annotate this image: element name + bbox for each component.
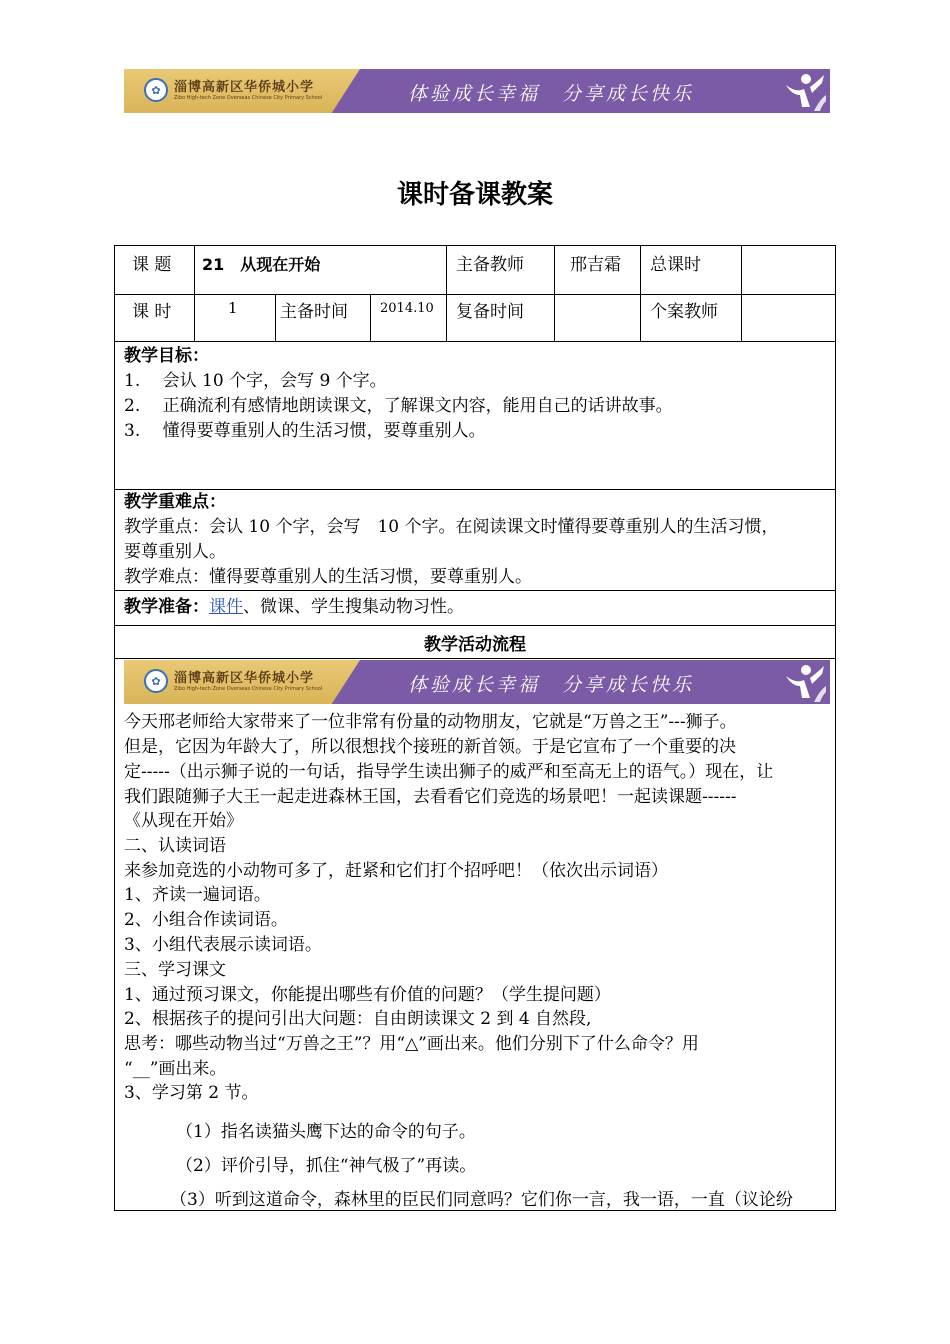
body-line: 今天邢老师给大家带来了一位非常有份量的动物朋友，它就是“万兽之王”---狮子。 bbox=[124, 712, 737, 732]
label-topic: 课 题 bbox=[132, 255, 172, 275]
key-point-line: 教学难点：懂得要尊重别人的生活习惯，要尊重别人。 bbox=[124, 567, 532, 587]
banner-slogan: 体验成长幸福 分享成长快乐 bbox=[408, 83, 695, 105]
body-line: 2、小组合作读词语。 bbox=[124, 910, 288, 930]
label-review-time: 复备时间 bbox=[456, 302, 524, 322]
body-line: 3、学习第 2 节。 bbox=[124, 1083, 259, 1103]
lead-teacher-value: 邢吉霜 bbox=[570, 255, 621, 275]
school-name-en: Zibo High-tech Zone Overseas Chinese City Primary School bbox=[174, 686, 323, 692]
school-name-en: Zibo High-tech Zone Overseas Chinese City Primary School bbox=[174, 95, 323, 101]
goal-item: 2. 正确流利有感情地朗读课文，了解课文内容，能用自己的话讲故事。 bbox=[124, 396, 673, 416]
school-logo-icon: ✿ bbox=[144, 78, 168, 102]
goal-item: 1. 会认 10 个字，会写 9 个字。 bbox=[124, 371, 387, 391]
flow-heading: 教学活动流程 bbox=[424, 635, 526, 655]
prep-heading: 教学准备： bbox=[124, 597, 209, 617]
body-line: 思考：哪些动物当过“万兽之王”？用“△”画出来。他们分别下了什么命令？用 bbox=[124, 1034, 699, 1054]
body-line: 定-----（出示狮子说的一句话，指导学生读出狮子的威严和至高无上的语气。）现在，让 bbox=[124, 762, 774, 782]
body-line: 1、通过预习课文，你能提出哪些有价值的问题？（学生提问题） bbox=[124, 985, 611, 1005]
body-line: 《从现在开始》 bbox=[124, 811, 243, 831]
indented-line: （2）评价引导，抓住“神气极了”再读。 bbox=[176, 1156, 477, 1176]
dancing-figure-icon bbox=[780, 662, 826, 702]
prep-rest: 、微课、学生搜集动物习性。 bbox=[243, 597, 464, 617]
school-name: 淄博高新区华侨城小学 bbox=[174, 671, 315, 686]
goal-item: 3. 懂得要尊重别人的生活习惯，要尊重别人。 bbox=[124, 421, 486, 441]
school-banner bbox=[124, 69, 830, 113]
school-name: 淄博高新区华侨城小学 bbox=[174, 80, 315, 95]
row-divider bbox=[115, 658, 835, 659]
label-period: 课 时 bbox=[132, 302, 172, 322]
col-divider bbox=[741, 246, 742, 341]
goals-heading: 教学目标： bbox=[124, 346, 209, 366]
banner-slogan: 体验成长幸福 分享成长快乐 bbox=[408, 674, 695, 696]
col-divider bbox=[275, 294, 276, 341]
body-line: 1、齐读一遍词语。 bbox=[124, 885, 271, 905]
school-logo-icon: ✿ bbox=[144, 669, 168, 693]
row-divider bbox=[115, 625, 835, 626]
col-divider bbox=[194, 246, 195, 341]
row-divider bbox=[115, 341, 835, 342]
dancing-figure-icon bbox=[780, 71, 826, 111]
label-total-periods: 总课时 bbox=[650, 255, 701, 275]
school-banner bbox=[124, 660, 830, 704]
col-divider bbox=[640, 246, 641, 341]
indented-line: （1）指名读猫头鹰下达的命令的句子。 bbox=[176, 1122, 476, 1142]
prep-time-value: 2014.10 bbox=[380, 301, 434, 316]
section-heading: 三、学习课文 bbox=[124, 960, 226, 980]
key-point-line: 要尊重别人。 bbox=[124, 542, 226, 562]
col-divider bbox=[446, 246, 447, 341]
body-line: 但是，它因为年龄大了，所以很想找个接班的新首领。于是它宣布了一个重要的决 bbox=[124, 737, 736, 757]
body-line: 3、小组代表展示读词语。 bbox=[124, 935, 322, 955]
topic-value: 21 从现在开始 bbox=[202, 255, 321, 274]
body-line: 我们跟随狮子大王一起走进森林王国，去看看它们竞选的场景吧！一起读课题------ bbox=[124, 787, 737, 807]
section-heading: 二、认读词语 bbox=[124, 836, 226, 856]
row-divider bbox=[115, 590, 835, 591]
body-line: 来参加竞选的小动物可多了，赶紧和它们打个招呼吧！（依次出示词语） bbox=[124, 861, 668, 881]
body-line: “__”画出来。 bbox=[124, 1059, 227, 1079]
page-title: 课时备课教案 bbox=[396, 180, 553, 210]
indented-line: （3）听到这道命令，森林里的臣民们同意吗？它们你一言，我一语，一直（议论纷 bbox=[170, 1190, 793, 1210]
period-value: 1 bbox=[228, 299, 238, 317]
key-point-line: 教学重点：会认 10 个字，会写 10 个字。在阅读课文时懂得要尊重别人的生活习惯， bbox=[124, 517, 779, 537]
row-divider bbox=[115, 294, 835, 295]
key-points-heading: 教学重难点： bbox=[124, 492, 226, 512]
courseware-link[interactable]: 课件 bbox=[209, 597, 243, 617]
col-divider bbox=[370, 294, 371, 341]
label-prep-time: 主备时间 bbox=[280, 302, 348, 322]
col-divider bbox=[554, 246, 555, 341]
prep-line bbox=[124, 595, 464, 619]
label-lead-teacher: 主备教师 bbox=[456, 255, 524, 275]
label-case-teacher: 个案教师 bbox=[650, 302, 718, 322]
body-line: 2、根据孩子的提问引出大问题：自由朗读课文 2 到 4 自然段, bbox=[124, 1009, 592, 1029]
